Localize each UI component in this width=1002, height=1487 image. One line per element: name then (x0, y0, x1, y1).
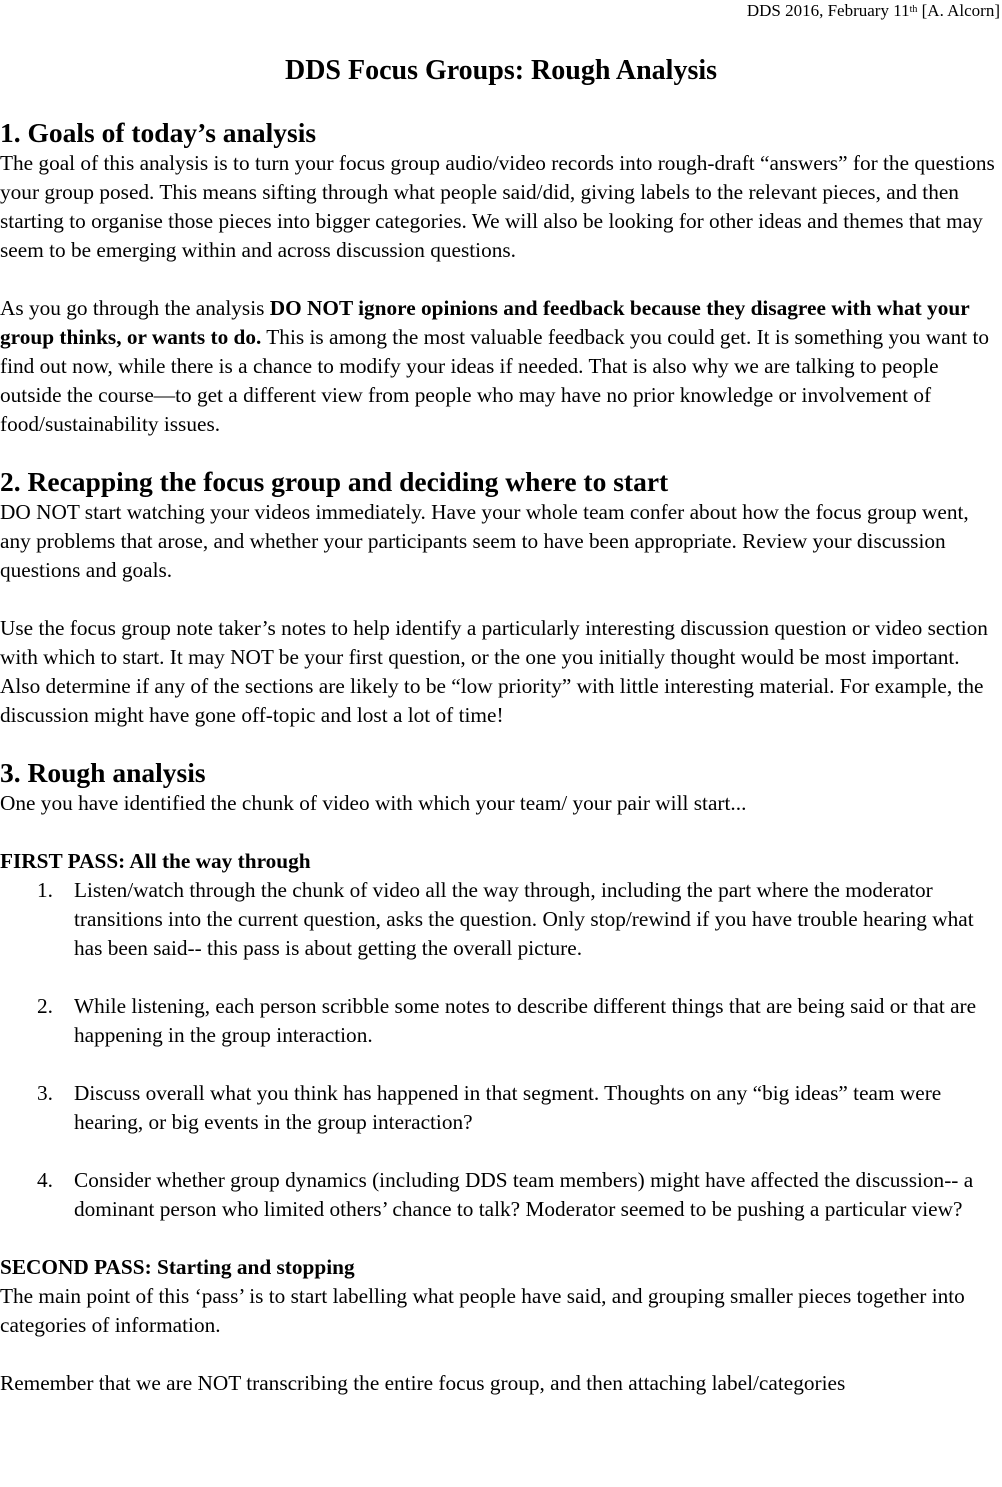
list-item-number: 1. (37, 878, 53, 902)
section-1-p2-lead: As you go through the analysis (0, 296, 270, 320)
section-1-p2-rest: This is among the most valuable feedback you could get. It is something you want to find out now, while there is a chance to modify your ideas if needed. That is also why we are talking to people outside the course—to get a different view from people who may have no prior knowledge or involvement of food/sustainability issues. (0, 325, 990, 436)
second-pass-title: SECOND PASS: Starting and stopping (0, 1255, 355, 1279)
list-item-text: Consider whether group dynamics (including DDS team members) might have affected the discussion-- a dominant person who limited others’ chance to talk? Moderator seemed to be pushing a particular view? (74, 1168, 974, 1221)
list-item-text: Discuss overall what you think has happened in that segment. Thoughts on any “big ideas” team were hearing, or big events in the group interaction? (74, 1081, 942, 1134)
first-pass-title: FIRST PASS: All the way through (0, 849, 311, 873)
list-item-number: 4. (37, 1168, 53, 1192)
second-pass-paragraph-2: Remember that we are NOT transcribing the entire focus group, and then attaching label/categories (0, 1371, 846, 1395)
header-author: [A. Alcorn] (917, 1, 1000, 20)
list-item (0, 1079, 1000, 1137)
section-2-paragraph-1: DO NOT start watching your videos immediately. Have your whole team confer about how the focus group went, any problems that arose, and whether your participants seem to have been appropriate. Review your discussion questions and goals. (0, 500, 969, 582)
section-3-intro: One you have identified the chunk of video with which your team/ your pair will start... (0, 791, 747, 815)
header-date: DDS 2016, February 11 (746, 1, 910, 20)
section-2-paragraph-2: Use the focus group note taker’s notes to help identify a particularly interesting discussion question or video section with which to start. It may NOT be your first question, or the one you initially thought would be most important. Also determine if any of the sections are likely to be “low priority” with little interesting material. For example, the discussion might have gone off-topic and lost a lot of time! (0, 616, 988, 727)
section-1-paragraph-2 (0, 294, 1000, 439)
list-item (0, 876, 1000, 963)
list-item (0, 992, 1000, 1050)
list-item-number: 3. (37, 1081, 53, 1105)
section-1-p2-emphasis: DO NOT ignore opinions and feedback because they disagree with what your group thinks, or wants to do. (0, 296, 970, 349)
first-pass-list (0, 876, 1000, 1224)
running-header (747, 0, 1000, 22)
document-body (0, 117, 1000, 1398)
second-pass-paragraph-1: The main point of this ‘pass’ is to start labelling what people have said, and grouping smaller pieces together into categories of information. (0, 1284, 965, 1337)
section-1-heading: 1. Goals of today’s analysis (0, 117, 317, 148)
list-item (0, 1166, 1000, 1224)
page-title: DDS Focus Groups: Rough Analysis (284, 55, 718, 86)
section-3-heading: 3. Rough analysis (0, 757, 206, 788)
header-superscript: th (909, 4, 918, 15)
section-2-heading: 2. Recapping the focus group and deciding where to start (0, 466, 669, 497)
section-1-paragraph-1: The goal of this analysis is to turn your focus group audio/video records into rough-draft “answers” for the questions your group posed. This means sifting through what people said/did, giving labels to the relevant pieces, and then starting to organise those pieces into bigger categories. We will also be looking for other ideas and themes that may seem to be emerging within and across discussion questions. (0, 151, 995, 262)
list-item-text: Listen/watch through the chunk of video all the way through, including the part where the moderator transitions into the current question, asks the question. Only stop/rewind if you have trouble hearing what has been said-- this pass is about getting the overall picture. (74, 878, 974, 960)
list-item-number: 2. (37, 994, 53, 1018)
list-item-text: While listening, each person scribble some notes to describe different things that are being said or that are happening in the group interaction. (74, 994, 977, 1047)
